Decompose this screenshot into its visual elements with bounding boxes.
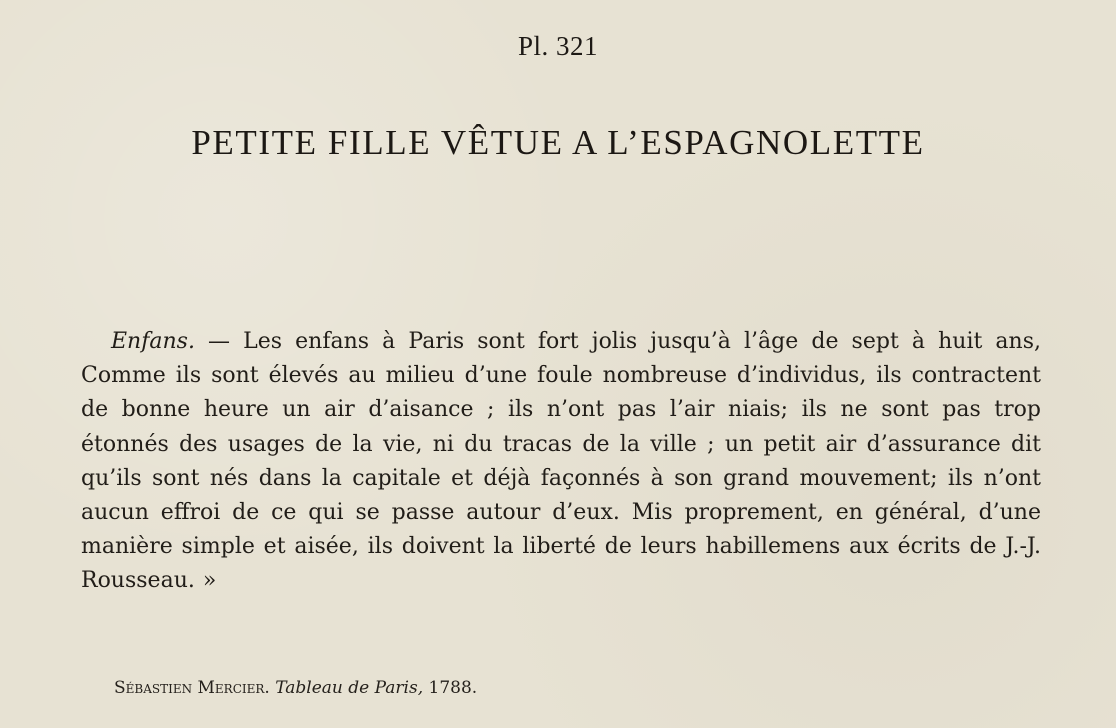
citation-work: Tableau de Paris, xyxy=(275,678,424,698)
quoted-passage xyxy=(81,325,1041,599)
citation xyxy=(114,678,477,698)
quote-body: — Les enfans à Paris sont fort jolis jusqu’à l’âge de sept à huit ans, Comme ils sont élevés au milieu d’une foule nombreuse d’individus, ils contractent de bonne heure un air d’aisance ; ils n’ont pas l’air niais; ils ne sont pas trop étonnés des usages de la vie, ni du tracas de la ville ; un petit air d’assurance dit qu’ils sont nés dans la capitale et déjà façonnés à son grand mouvement; ils n’ont aucun effroi de ce qui se passe autour d’eux. Mis proprement, en général, d’une manière simple et aisée, ils doivent la liberté de leurs habillemens aux écrits de J.-J. Rousseau. » xyxy=(81,329,1041,594)
plate-number: Pl. 321 xyxy=(517,31,599,61)
page-title: PETITE FILLE VÊTUE A L’ESPAGNOLETTE xyxy=(191,123,925,162)
citation-author: Sébastien Mercier. xyxy=(114,678,270,698)
quote-lead-word: Enfans. xyxy=(111,329,195,354)
citation-year: 1788. xyxy=(428,678,478,698)
